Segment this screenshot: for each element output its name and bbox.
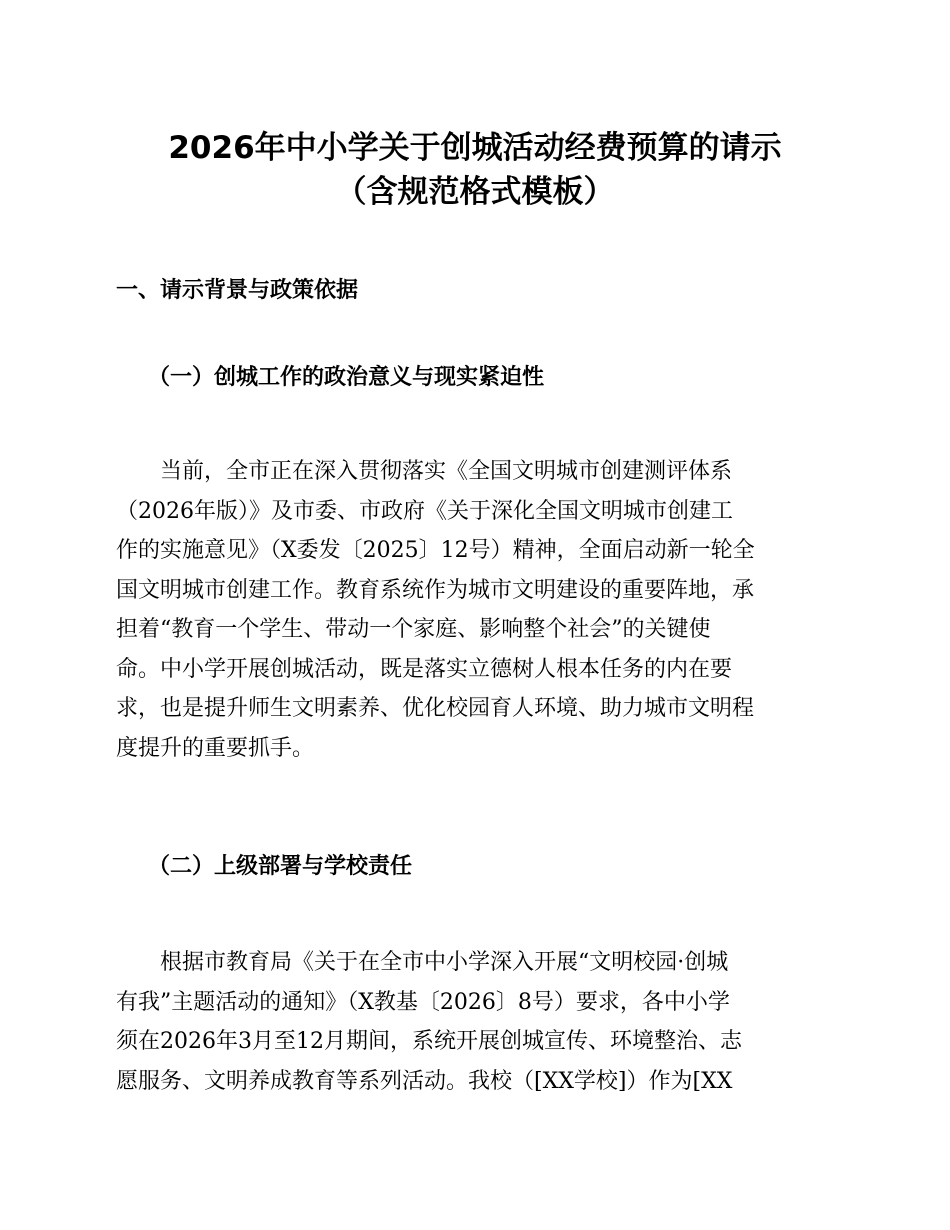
paragraph-line: 命。中小学开展创城活动，既是落实立德树人根本任务的内在要	[116, 656, 733, 682]
section-heading-1: 一、请示背景与政策依据	[116, 278, 359, 303]
document-title-line-2: （含规范格式模板）	[335, 174, 615, 210]
paragraph-line: 愿服务、文明养成教育等系列活动。我校（[XX学校]）作为[XX	[116, 1068, 733, 1094]
paragraph-1	[116, 452, 836, 768]
document-title-line-1: 2026年中小学关于创城活动经费预算的请示	[168, 130, 782, 166]
paragraph-line: 须在2026年3月至12月期间，系统开展创城宣传、环境整治、志	[116, 1029, 742, 1054]
paragraph-line: （2026年版）》及市委、市政府《关于深化全国文明城市创建工	[116, 498, 733, 524]
paragraph-line: 度提升的重要抓手。	[116, 735, 315, 761]
subsection-heading-1: （一）创城工作的政治意义与现实紧迫性	[148, 364, 545, 390]
paragraph-line: 担着“教育一个学生、带动一个家庭、影响整个社会”的关键使	[116, 617, 711, 642]
paragraph-line: 求，也是提升师生文明素养、优化校园育人环境、助力城市文明程	[116, 696, 755, 721]
paragraph-2	[116, 943, 836, 1101]
paragraph-line: 有我”主题活动的通知》（X教基〔2026〕8号）要求，各中小学	[116, 989, 730, 1015]
paragraph-line: 作的实施意见》（X委发〔2025〕12号）精神，全面启动新一轮全	[116, 538, 755, 563]
paragraph-line: 当前，全市正在深入贯彻落实《全国文明城市创建测评体系	[116, 459, 733, 484]
paragraph-line: 根据市教育局《关于在全市中小学深入开展“文明校园·创城	[116, 950, 729, 975]
paragraph-line: 国文明城市创建工作。教育系统作为城市文明建设的重要阵地，承	[116, 577, 755, 603]
subsection-heading-2: （二）上级部署与学校责任	[148, 853, 413, 879]
